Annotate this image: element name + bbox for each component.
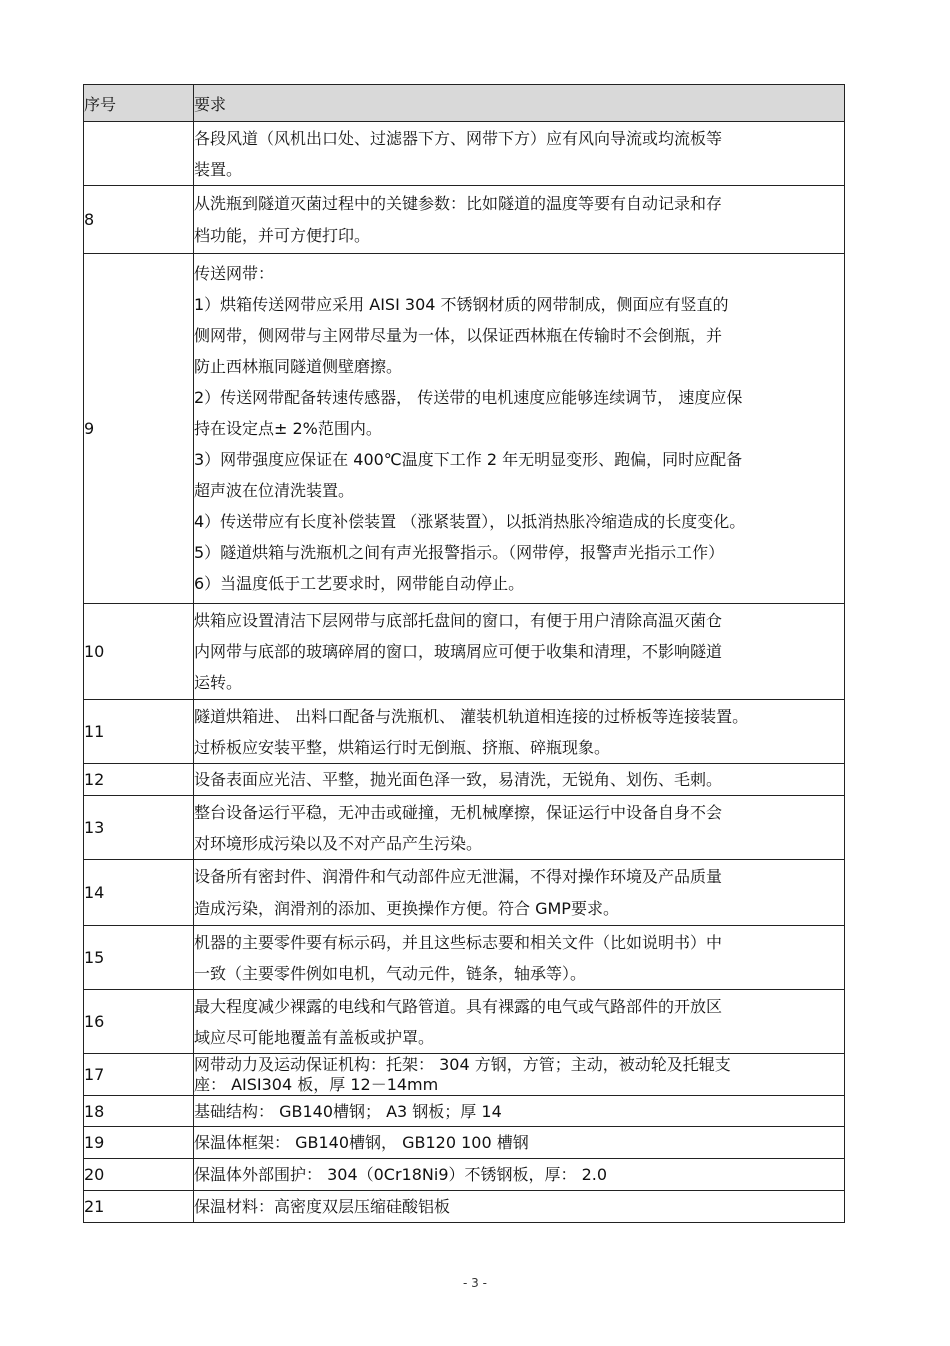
requirement-line: 一致（主要零件例如电机，气动元件，链条，轴承等）。	[194, 963, 587, 983]
row-requirement	[194, 764, 845, 796]
requirement-line: 对环境形成污染以及不对产品产生污染。	[194, 833, 483, 853]
row-requirement	[194, 1096, 845, 1127]
row-number: 14	[84, 860, 194, 926]
requirement-line: 档功能，并可方便打印。	[194, 225, 371, 245]
requirement-line: 最大程度减少裸露的电线和气路管道。具有裸露的电气或气路部件的开放区	[194, 996, 723, 1016]
table-row	[84, 1191, 845, 1223]
table-row	[84, 1127, 845, 1159]
row-requirement	[194, 186, 845, 254]
requirement-line: 2）传送网带配备转速传感器， 传送带的电机速度应能够连续调节， 速度应保	[194, 388, 743, 407]
requirement-line: 传送网带：	[194, 264, 275, 283]
row-requirement	[194, 926, 845, 990]
row-number: 8	[84, 186, 194, 254]
row-number: 10	[84, 604, 194, 700]
requirement-line: 保温体外部围护： 304（0Cr18Ni9）不锈钢板，厚： 2.0	[194, 1164, 608, 1184]
requirement-line: 座： AISI304 板，厚 12－14mm	[194, 1074, 439, 1094]
row-number	[84, 122, 194, 186]
requirements-table	[83, 84, 845, 1223]
row-number: 12	[84, 764, 194, 796]
page-number: - 3 -	[463, 1276, 487, 1290]
requirement-line: 防止西林瓶同隧道侧壁磨擦。	[194, 357, 403, 376]
row-requirement	[194, 122, 845, 186]
table-row	[84, 926, 845, 990]
row-number: 15	[84, 926, 194, 990]
requirement-line: 机器的主要零件要有标示码，并且这些标志要和相关文件（比如说明书）中	[194, 932, 723, 952]
row-requirement	[194, 1159, 845, 1191]
row-number: 18	[84, 1096, 194, 1127]
row-requirement	[194, 796, 845, 860]
row-requirement	[194, 700, 845, 764]
row-number: 9	[84, 254, 194, 604]
table-row	[84, 764, 845, 796]
table-row	[84, 1096, 845, 1127]
requirement-line: 设备表面应光洁、平整，抛光面色泽一致，易清洗，无锐角、划伤、毛刺。	[194, 769, 723, 789]
table-row	[84, 1159, 845, 1191]
row-requirement	[194, 604, 845, 700]
requirement-line: 5）隧道烘箱与洗瓶机之间有声光报警指示。（网带停，报警声光指示工作）	[194, 543, 725, 562]
requirement-line: 保温体框架： GB140槽钢， GB120 100 槽钢	[194, 1132, 529, 1152]
requirement-line: 设备所有密封件、润滑件和气动部件应无泄漏，不得对操作环境及产品质量	[194, 866, 723, 886]
requirement-line: 过桥板应安装平整，烘箱运行时无倒瓶、挤瓶、碎瓶现象。	[194, 737, 611, 757]
row-number: 16	[84, 990, 194, 1054]
requirement-line: 隧道烘箱进、 出料口配备与洗瓶机、 灌装机轨道相连接的过桥板等连接装置。	[194, 706, 749, 726]
requirement-line: 域应尽可能地覆盖有盖板或护罩。	[194, 1027, 435, 1047]
requirement-line: 运转。	[194, 673, 243, 692]
table-row	[84, 254, 845, 604]
row-number: 17	[84, 1054, 194, 1096]
requirement-line: 整台设备运行平稳，无冲击或碰撞，无机械摩擦，保证运行中设备自身不会	[194, 802, 723, 822]
table-row	[84, 1054, 845, 1096]
table-row	[84, 796, 845, 860]
table-row	[84, 122, 845, 186]
requirement-line: 4）传送带应有长度补偿装置 （涨紧装置），以抵消热胀冷缩造成的长度变化。	[194, 512, 746, 531]
row-number: 13	[84, 796, 194, 860]
requirement-line: 装置。	[194, 159, 243, 179]
table-row	[84, 186, 845, 254]
row-number: 11	[84, 700, 194, 764]
table-header-row	[84, 85, 845, 122]
row-requirement	[194, 990, 845, 1054]
table-row	[84, 860, 845, 926]
requirement-line: 保温材料：高密度双层压缩硅酸铝板	[194, 1196, 451, 1216]
requirement-line: 从洗瓶到隧道灭菌过程中的关键参数：比如隧道的温度等要有自动记录和存	[194, 193, 723, 213]
row-requirement	[194, 1127, 845, 1159]
requirement-line: 1）烘箱传送网带应采用 AISI 304 不锈钢材质的网带制成，侧面应有竖直的	[194, 295, 729, 314]
requirement-line: 网带动力及运动保证机构：托架： 304 方钢，方管；主动，被动轮及托辊支	[194, 1054, 731, 1074]
row-number: 19	[84, 1127, 194, 1159]
table-row	[84, 700, 845, 764]
requirement-line: 3）网带强度应保证在 400℃温度下工作 2 年无明显变形、跑偏，同时应配备	[194, 450, 743, 469]
requirement-line: 超声波在位清洗装置。	[194, 481, 355, 500]
header-seq: 序号	[84, 85, 194, 122]
header-requirement: 要求	[194, 85, 845, 122]
requirement-line: 侧网带，侧网带与主网带尽量为一体，以保证西林瓶在传输时不会倒瓶，并	[194, 326, 723, 345]
requirement-line: 基础结构： GB140槽钢； A3 钢板；厚 14	[194, 1101, 502, 1121]
requirement-line: 造成污染，润滑剂的添加、更换操作方便。符合 GMP要求。	[194, 898, 619, 918]
row-requirement	[194, 1191, 845, 1223]
table-row	[84, 604, 845, 700]
requirement-line: 6）当温度低于工艺要求时，网带能自动停止。	[194, 574, 525, 593]
row-requirement	[194, 1054, 845, 1096]
requirement-line: 各段风道（风机出口处、过滤器下方、网带下方）应有风向导流或均流板等	[194, 128, 723, 148]
table-row	[84, 990, 845, 1054]
row-number: 20	[84, 1159, 194, 1191]
row-requirement	[194, 254, 845, 604]
requirement-line: 烘箱应设置清洁下层网带与底部托盘间的窗口，有便于用户清除高温灭菌仓	[194, 611, 723, 630]
requirement-line: 内网带与底部的玻璃碎屑的窗口，玻璃屑应可便于收集和清理，不影响隧道	[194, 642, 723, 661]
row-number: 21	[84, 1191, 194, 1223]
row-requirement	[194, 860, 845, 926]
requirement-line: 持在设定点± 2%范围内。	[194, 419, 382, 438]
